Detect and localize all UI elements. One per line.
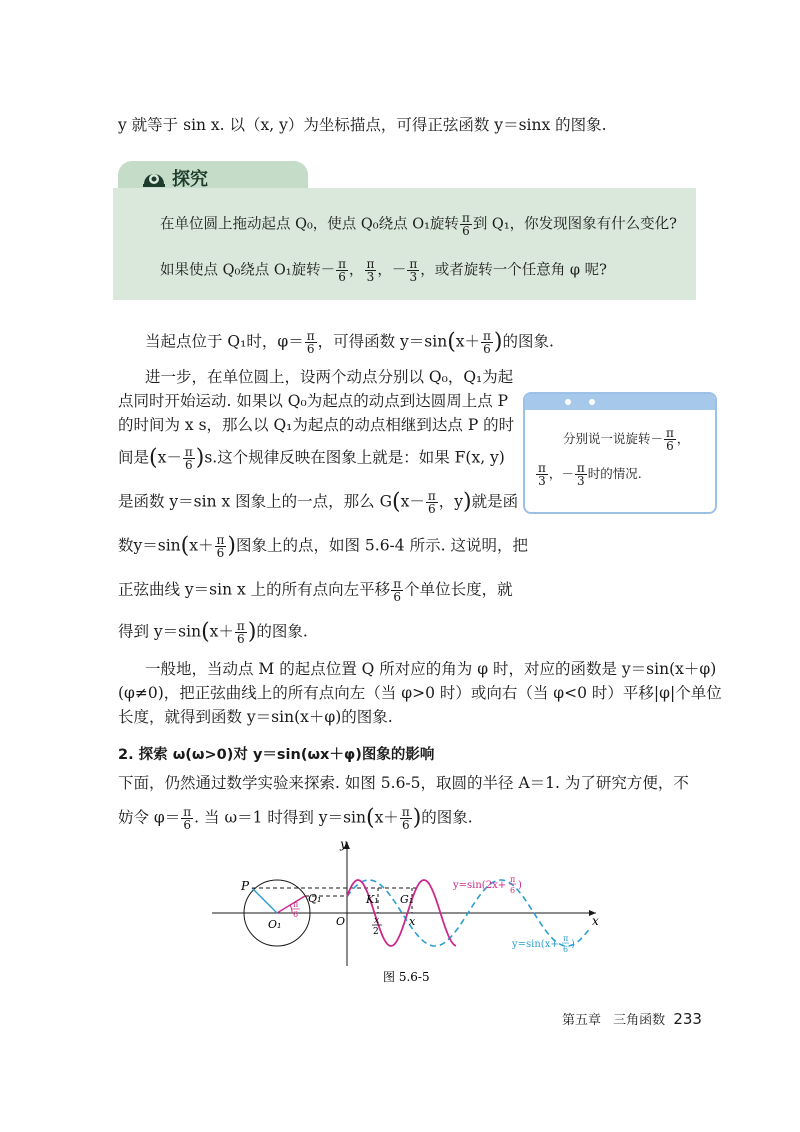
explore-question-2: 如果使点 Q₀绕点 O₁旋转－ $\frac{\pi}{6}$ ， $\frac{\pi}{3}$ ，－ $\frac{\pi}{3}$ ，或者旋转一个任意角 φ 呢? [160,257,607,284]
label-O: O [336,915,346,928]
section-2-line-1: 下面，仍然通过数学实验来探索. 如图 5.6-5，取圆的半径 A＝1. 为了研究方便，不 [118,774,689,792]
paragraph-3-line-3: 长度，就得到函数 y＝sin(x＋φ)的图象. [118,708,393,726]
explore-title: 探究 [172,169,208,190]
label-G1: G₁ [400,893,414,906]
label-y: y [340,837,347,851]
explore-question-1: 在单位圆上拖动起点 Q₀，使点 Q₀绕点 O₁旋转 $\frac{\pi}{6}$ 到 Q₁，你发现图象有什么变化? [160,211,677,238]
page-footer [562,1009,702,1028]
paragraph-3-line-1: 一般地，当动点 M 的起点位置 Q 所对应的角为 φ 时，对应的函数是 y＝sin(x＋φ) [145,660,717,678]
label-O1: O₁ [268,918,282,931]
paragraph-2-line-2: 点同时开始运动. 如果以 Q₀为起点的动点到达圆周上点 P [118,392,509,410]
paragraph-2-line-5: 是函数 y＝sin x 图象上的一点，那么 G(x－ $\frac{\pi}{6}$ ，y)就是函 [118,489,519,516]
section-2-heading: 2. 探索 ω(ω>0)对 y＝sin(ωx＋φ)图象的影响 [118,747,435,763]
explore-box [113,188,696,300]
paragraph-2-line-1: 进一步，在单位圆上，设两个动点分别以 Q₀，Q₁为起 [145,368,514,386]
footer-chapter: 第五章 [562,1013,602,1028]
radius-to-P [252,888,277,913]
explore-icon [142,166,166,188]
paragraph-2-line-7: 正弦曲线 y＝sin x 上的所有点向左平移 $\frac{\pi}{6}$ 个单位长度，就 [118,577,513,604]
figure-5-6-5 [200,832,610,992]
label-Q1: Q₁ [308,892,322,905]
curve1-label-den: 6 [510,886,516,895]
paragraph-2-line-3: 的时间为 x s，那么以 Q₁为起点的动点相继到达点 P 的时 [118,416,515,434]
label-angle-den: 6 [293,910,299,919]
label-half-den: 2 [373,927,379,937]
side-note [523,392,717,514]
label-x-tick: x [409,915,416,928]
curve2-label-end: ) [571,939,575,950]
curve2-label: y=sin(x+ [512,939,559,950]
angle-arc [290,905,292,913]
label-angle-num: π [293,900,299,909]
side-note-line-1: 分别说一说旋转－ $\frac{\pi}{6}$ ， [563,426,690,453]
label-half-num: x [374,916,380,926]
top-line: y 就等于 sin x. 以（x, y）为坐标描点，可得正弦函数 y＝sinx 的图象. [118,116,607,134]
curve2-label-den: 6 [563,945,569,954]
section-2-line-2: 妨令 φ＝ $\frac{\pi}{6}$ . 当 ω＝1 时得到 y＝sin(x＋ $\frac{\pi}{6}$ )的图象. [118,805,473,832]
page-number: 233 [673,1010,702,1028]
label-x: x [592,914,599,928]
curve1-label-end: ) [518,880,522,891]
figure-caption: 图 5.6-5 [383,970,430,984]
curve1-label-num: π [510,875,516,884]
fraction: $\frac{\pi}{6}$ [461,211,470,238]
side-note-line-2: $\frac{\pi}{3}$ ，－ $\frac{\pi}{3}$ 时的情况. [538,461,642,488]
radius-to-Q1 [277,896,305,913]
paragraph-2-line-8: 得到 y＝sin(x＋ $\frac{\pi}{6}$ )的图象. [118,619,308,646]
footer-chapter-name: 三角函数 [613,1013,666,1028]
curve2-label-num: π [563,934,569,943]
paragraph-3-line-2: (φ≠0)，把正弦曲线上的所有点向左（当 φ>0 时）或向右（当 φ<0 时）平移|φ|个单位 [118,684,722,702]
paragraph-2-line-4: 间是(x－ $\frac{\pi}{6}$ )s.这个规律反映在图象上就是：如果 F(x, y) [118,445,505,472]
label-K1: K₁ [366,893,379,906]
paragraph-1: 当起点位于 Q₁时，φ＝ $\frac{\pi}{6}$ ，可得函数 y＝sin(x＋ $\frac{\pi}{6}$ )的图象. [145,329,554,356]
paragraph-2-line-6: 数y＝sin(x＋ $\frac{\pi}{6}$ )图象上的点，如图 5.6-4 所示. 这说明，把 [118,533,528,560]
side-note-header [525,394,715,410]
curve1-label: y=sin(2x+ [453,880,507,891]
label-P: P [241,879,250,893]
